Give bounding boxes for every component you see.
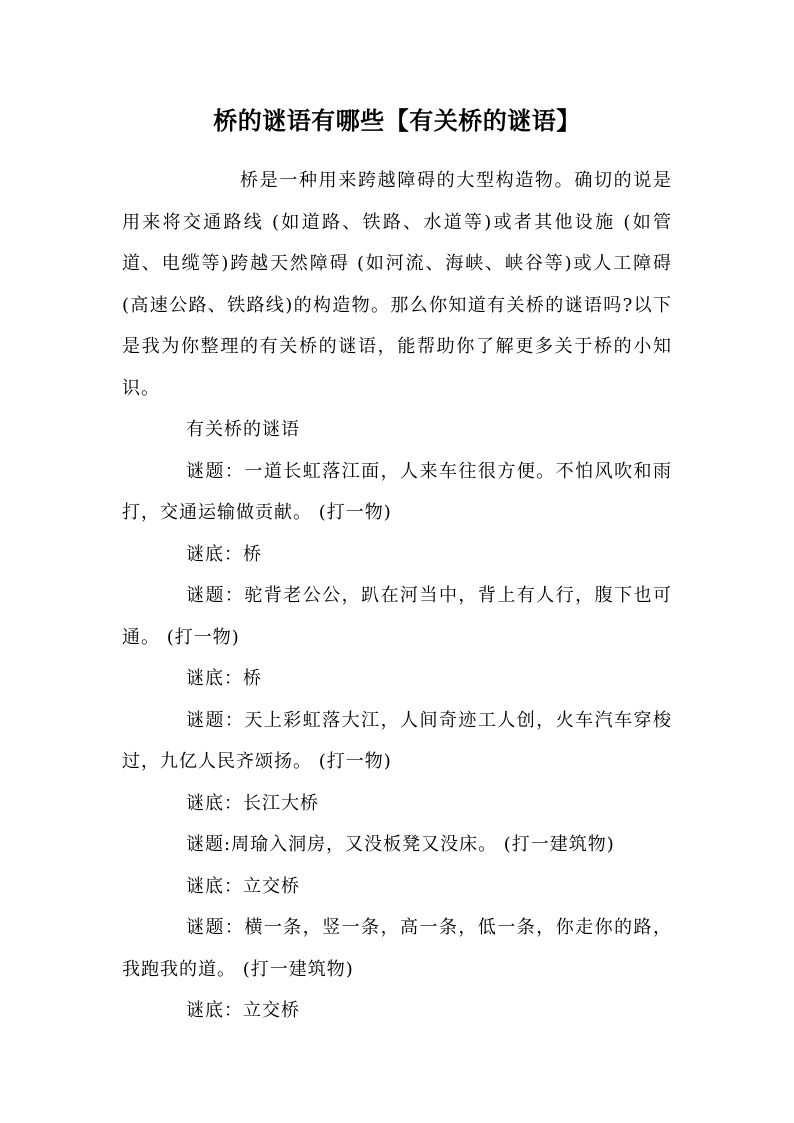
document-title: 桥的谜语有哪些【有关桥的谜语】 bbox=[213, 107, 581, 135]
riddle-answer: 谜底：长江大桥 bbox=[186, 792, 319, 814]
riddle-answer: 谜底：桥 bbox=[186, 543, 262, 565]
riddle-answer: 谜底：立交桥 bbox=[186, 1000, 300, 1021]
section-heading: 有关桥的谜语 bbox=[186, 419, 300, 440]
riddle-question: 谜题：一道长虹落江面，人来车往很方便。不怕风吹和雨打，交通运输做贡献。 (打一物) bbox=[122, 460, 672, 523]
riddle-question: 谜题：驼背老公公，趴在河当中，背上有人行，腹下也可通。 (打一物) bbox=[122, 585, 672, 648]
document-body bbox=[122, 160, 672, 1032]
riddle-question: 谜题：横一条，竖一条，高一条，低一条，你走你的路，我跑我的道。 (打一建筑物) bbox=[122, 917, 672, 980]
riddle-answer: 谜底：立交桥 bbox=[186, 875, 300, 897]
riddle-question: 谜题：天上彩虹落大江，人间奇迹工人创，火车汽车穿梭过，九亿人民齐颂扬。 (打一物) bbox=[122, 709, 672, 772]
riddle-answer: 谜底：桥 bbox=[186, 668, 262, 689]
riddle-question: 谜题:周瑜入洞房，又没板凳又没床。 (打一建筑物) bbox=[186, 834, 615, 855]
intro-paragraph: 桥是一种用来跨越障碍的大型构造物。确切的说是用来将交通路线 (如道路、铁路、水道等)或者其他设施 (如管道、电缆等)跨越天然障碍 (如河流、海峡、峡谷等)或人工障碍 (高速公路、铁路线)的构造物。那么你知道有关桥的谜语吗?以下是我为你整理的有关桥的谜语，能帮助你了解更多关于桥的小知识。 bbox=[122, 170, 672, 399]
